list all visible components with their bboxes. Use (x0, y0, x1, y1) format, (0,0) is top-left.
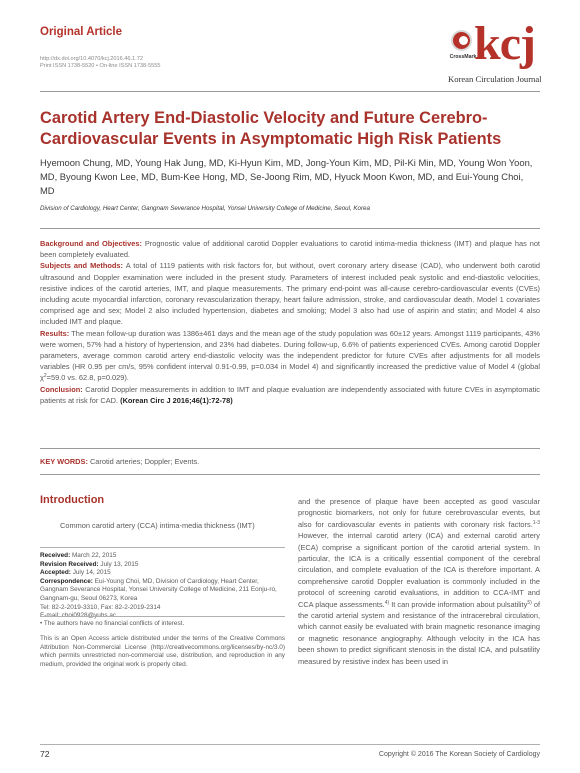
page-number: 72 (40, 749, 50, 759)
revision-date: July 13, 2015 (100, 560, 139, 568)
keywords-divider (40, 474, 540, 475)
header-divider (40, 91, 540, 92)
author-list: Hyemoon Chung, MD, Young Hak Jung, MD, Ki-Hyun Kim, MD, Jong-Youn Kim, MD, Pil-Ki Min, MD, Young Won Yoon, MD, Byoung Kwon Lee, MD, Bum-Kee Hong, MD, Se-Joong Rim, MD, Hyuck Moon Kwon, MD, and Eui-Young Choi, MD (40, 157, 533, 196)
received-date: March 22, 2015 (71, 552, 117, 559)
citation: (Korean Circ J 2016;46(1):72-78) (120, 395, 233, 405)
intro-right-text (298, 496, 540, 667)
article-type-label: Original Article (40, 26, 123, 38)
abstract-bottom-divider (40, 448, 540, 449)
intro-right-part-1: and the presence of plaque have been accepted as good vascular prognostic biomarkers, not only for future cerebrovascular events, but also for cardiovascular events in patients with coronary risk factors. (298, 497, 540, 529)
correspondence-text: Eui-Young Choi, MD, Division of Cardiology, Heart Center, Gangnam Severance Hospital, Yonsei University College of Medicine, 211 Eonju-ro, Gangnam-gu, Seoul 06273, Korea (40, 577, 277, 602)
journal-logo: kcj (474, 17, 535, 70)
abstract-top-divider (40, 228, 540, 229)
results-text-end: =59.0 vs. 62.8, p=0.029). (46, 373, 129, 383)
results-text: The mean follow-up duration was 1386±461 days and the mean age of the study population was 60±12 years. Amongst 1119 participants, 43% were women, 57% had a history of hypertension, and 23% had diabetes. During follow-up, 6.6% of patients experienced CVEs. Among carotid Doppler parameters, average common carotid artery end-diastolic velocity was the independent predictor for future CVEs after adjustments for all models variables (HR 0.95 per cm/s, 95% confident interval 0.91-0.99, p=0.034 in Model 4) and significantly increased the predictive value of Model 4 (global χ (40, 328, 541, 383)
background-label: Background and Objectives: (40, 239, 142, 248)
reference-4[interactable]: 4) (384, 599, 390, 606)
revision-label: Revision Received: (40, 560, 99, 568)
tel-fax: Tel: 82-2-2019-3310, Fax: 82-2-2019-2314 (40, 603, 161, 611)
conflict-statement: • The authors have no financial conflicts of interest. (40, 620, 185, 627)
abstract (40, 238, 540, 406)
intro-left-text: Common carotid artery (CCA) intima-media thickness (IMT) (60, 521, 255, 530)
conclusion-text: Carotid Doppler measurements in addition to IMT and plaque evaluation are independently associated with future CVEs in asymptomatic patients at risk for CAD. (40, 384, 540, 405)
revision-line (40, 561, 285, 570)
results-label: Results: (40, 328, 70, 338)
journal-name: Korean Circulation Journal (448, 74, 542, 84)
crossmark-icon (451, 30, 472, 51)
abstract-background (40, 238, 540, 260)
background-text: Prognostic value of additional carotid Doppler evaluations to carotid intima-media thickness (IMT) and plaque has not been completely evaluated. (40, 239, 540, 260)
reference-1-3[interactable]: 1-3 (532, 519, 540, 526)
intro-right-part-2: However, the internal carotid artery (ICA) and external carotid artery (ECA) comprise a significant portion of the carotid arterial system. In particular, the ICA is a critically essential component of the cerebral circulation, and complete evaluation of the ICA is therefore important. A comprehensive carotid Doppler evaluation is commonly included in the protocol of screening carotid evaluations, in addition to CCA-IMT and CCA plaque assessments. (298, 531, 540, 609)
copyright-notice: Copyright © 2016 The Korean Society of Cardiology (378, 751, 540, 758)
article-title: Carotid Artery End-Diastolic Velocity and Future Cerebro-Cardiovascular Events in Asymptomatic High Risk Patients (40, 109, 502, 148)
correspondence-line (40, 578, 285, 604)
conclusion-label: Conclusion: (40, 384, 83, 394)
introduction-heading: Introduction (40, 494, 105, 506)
keywords (40, 457, 199, 466)
received-line (40, 552, 285, 561)
issn-line: Print ISSN 1738-5520 • On-line ISSN 1738-5555 (40, 63, 161, 69)
article-info-divider (40, 547, 285, 548)
license-text: This is an Open Access article distributed under the terms of the Creative Commons Attribution Non-Commercial License (http://creativecommons.org/licenses/by-nc/3.0) which permits unrestricted non-commercial use, distribution, and reproduction in any medium, provided the original work is properly cited. (40, 635, 285, 668)
chi-square-superscript: 2 (43, 373, 47, 380)
abstract-methods (40, 260, 540, 327)
keywords-label: KEY WORDS: (40, 457, 88, 466)
abstract-conclusion (40, 384, 540, 406)
abstract-results (40, 328, 540, 384)
keywords-text: Carotid arteries; Doppler; Events. (89, 457, 200, 466)
reference-5[interactable]: 5) (527, 599, 532, 606)
intro-right-part-3: It can provide information about pulsatility (389, 599, 528, 609)
footer-divider (40, 744, 540, 745)
crossmark-badge[interactable] (448, 30, 477, 66)
crossmark-label: CrossMark (449, 54, 477, 60)
accepted-line (40, 569, 285, 578)
doi-link[interactable]: http://dx.doi.org/10.4070/kcj.2016.46.1.72 (40, 56, 143, 62)
accepted-date: July 14, 2015 (72, 569, 111, 577)
article-info (40, 552, 285, 621)
conflict-divider (40, 616, 285, 617)
correspondence-label: Correspondence: (40, 577, 93, 585)
methods-text: A total of 1119 patients with risk factors for, but without, overt coronary artery disease (CAD), who underwent both carotid ultrasound and Doppler examination were included in the present study. Parameters of interest included peak systolic and end-diastolic velocities, resistive indices of the carotid arteries, IMT, and plaque measurements. The primary end-point was all-cause cerebro-cardiovascular events (CVEs) including acute myocardial infarction, coronary revascularization therapy, heart failure admission, stroke, and cardiovascular death. Model 1 covariates comprised age and sex; Model 2 also included hypertension, diabetes and smoking; Model 3 also had use of aspirin and statin; and Model 4 also included IMT and plaque. (40, 261, 540, 327)
received-label: Received: (40, 552, 71, 559)
intro-right-part-4: of the carotid arterial system and resistance of the intracerebral circulation, which cannot easily be evaluated with brain magnetic resonance imaging or magnetic resonance angiography. Although velocity in the ICA has been shown to predict significant stenosis in the distal ICA, and pulsatility measured by resistive index has been used in (298, 599, 540, 666)
methods-label: Subjects and Methods: (40, 261, 123, 271)
accepted-label: Accepted: (40, 569, 71, 577)
affiliation: Division of Cardiology, Heart Center, Gangnam Severance Hospital, Yonsei University College of Medicine, Seoul, Korea (40, 205, 370, 212)
